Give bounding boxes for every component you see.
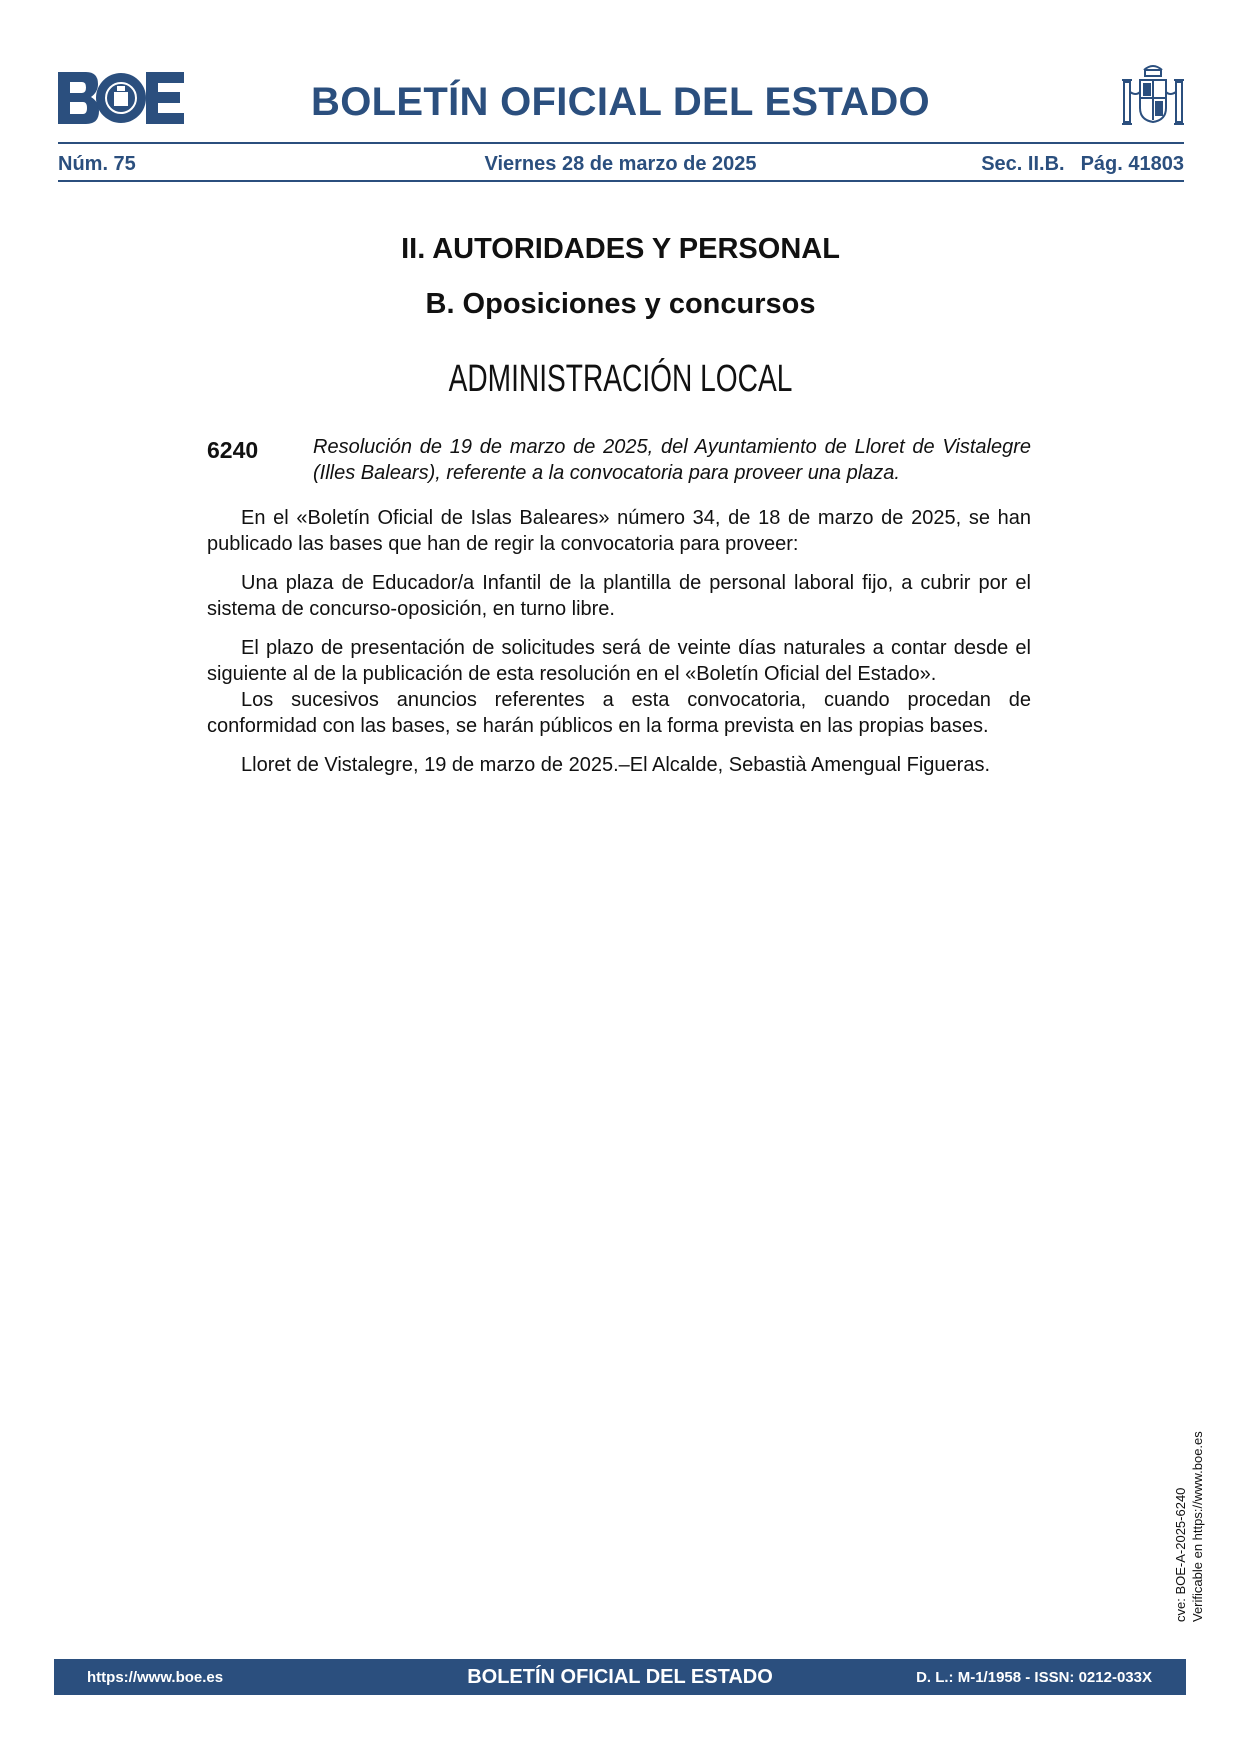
entry-number: 6240 xyxy=(207,437,259,463)
paragraph: El plazo de presentación de solicitudes será de veinte días naturales a contar desde el siguiente al de la publicación de esta resolución en el «Boletín Oficial del Estado». xyxy=(207,637,1031,685)
signature-paragraph: Lloret de Vistalegre, 19 de marzo de 2025.–El Alcalde, Sebastià Amengual Figueras. xyxy=(241,754,990,776)
cve-code: cve: BOE-A-2025-6240 xyxy=(1173,1487,1188,1622)
paragraph: En el «Boletín Oficial de Islas Baleares» número 34, de 18 de marzo de 2025, se han publicado las bases que han de regir la convocatoria para proveer: xyxy=(207,507,1031,555)
verification-url[interactable]: Verificable en https://www.boe.es xyxy=(1190,1431,1205,1622)
body-text xyxy=(207,505,1031,791)
header-rule-top xyxy=(58,142,1184,144)
footer-legal: D. L.: M-1/1958 - ISSN: 0212-033X xyxy=(916,1669,1152,1686)
section-page xyxy=(965,153,1184,176)
verification-text xyxy=(1172,1431,1206,1622)
header-rule-bottom xyxy=(58,180,1184,182)
section-code: Sec. II.B. xyxy=(981,153,1065,175)
spain-coat-of-arms-icon xyxy=(1120,62,1186,134)
header-title: BOLETÍN OFICIAL DEL ESTADO xyxy=(311,80,930,124)
issue-date: Viernes 28 de marzo de 2025 xyxy=(484,153,757,175)
administration-heading: ADMINISTRACIÓN LOCAL xyxy=(448,358,793,400)
paragraph: Los sucesivos anuncios referentes a esta convocatoria, cuando procedan de conformidad con las bases, se harán públicos en la forma prevista en las propias bases. xyxy=(207,689,1031,737)
entry-title: Resolución de 19 de marzo de 2025, del Ayuntamiento de Lloret de Vistalegre (Illes Balears), referente a la convocatoria para proveer una plaza. xyxy=(313,436,1031,484)
footer-title: BOLETÍN OFICIAL DEL ESTADO xyxy=(467,1666,773,1688)
issue-number: Núm. 75 xyxy=(58,153,136,175)
footer-bar xyxy=(54,1659,1186,1695)
page-number: Pág. 41803 xyxy=(1080,153,1184,175)
footer-url-link[interactable]: https://www.boe.es xyxy=(87,1669,224,1686)
subsection-heading: B. Oposiciones y concursos xyxy=(425,288,816,320)
section-heading: II. AUTORIDADES Y PERSONAL xyxy=(401,233,840,265)
paragraph: Una plaza de Educador/a Infantil de la plantilla de personal laboral fijo, a cubrir por el sistema de concurso-oposición, en turno libre. xyxy=(207,572,1031,620)
